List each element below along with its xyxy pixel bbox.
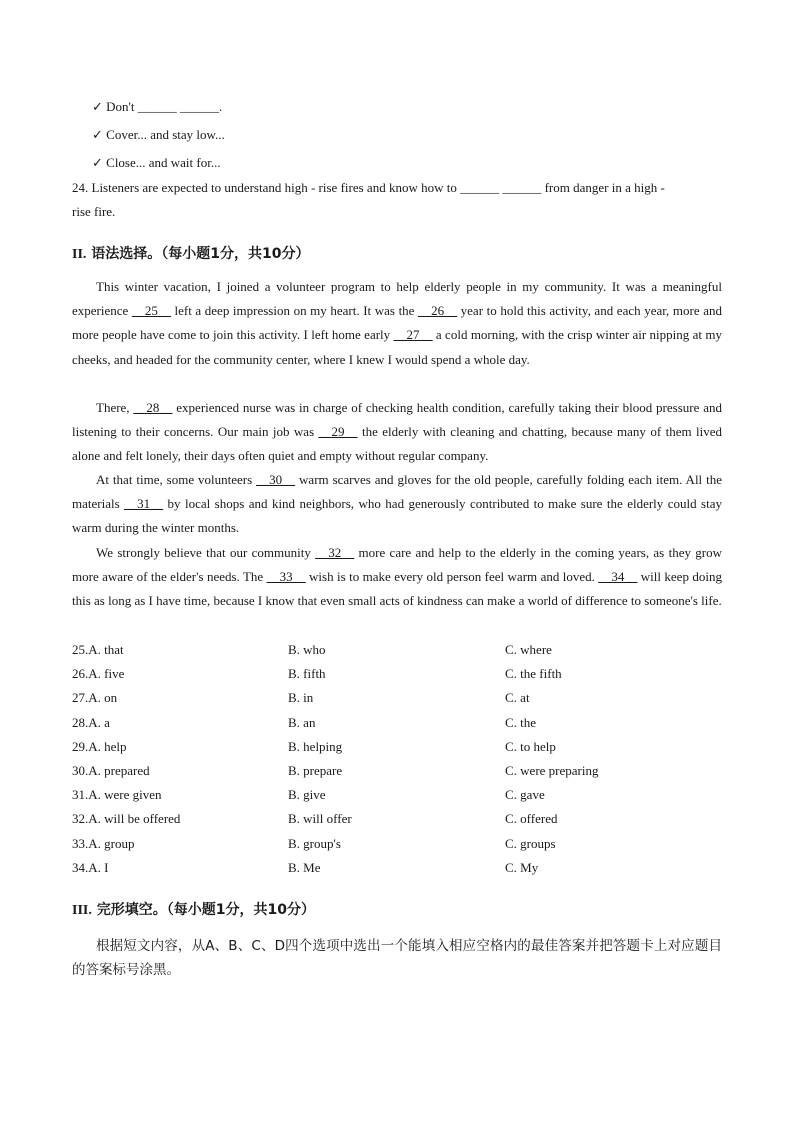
blank-number: __30__ [256,472,296,487]
option-b: B. who [288,642,326,657]
option-a: 25.A. that [72,642,124,657]
section-title: 完形填空。（每小题1分，共10分） [96,902,315,918]
passage-text: the elderly with cleaning and chatting, because many of them lived alone and felt lonely, their days often quiet and empty without regular company. [72,424,722,464]
blank-number: __29__ [318,424,358,440]
passage-paragraph-2 [72,396,722,469]
tip-item: ✓ Cover... and stay low... [92,127,225,142]
blank-number: __28__ [133,400,173,415]
option-b: B. will offer [288,811,352,827]
passage-text: a cold morning, with the crisp winter air nipping at my cheeks, and headed for the community center, where I knew I would spend a whole day. [72,327,722,367]
blank-number: __34__ [598,569,638,585]
section-heading [72,242,310,267]
passage-text: more care and help to the elderly in the coming years, as they grow more aware of the elder's needs. The [72,545,723,585]
option-a: 33.A. group [72,835,135,851]
option-a: 30.A. prepared [72,763,150,778]
blank-number: __26__ [418,303,458,319]
option-row [72,662,722,686]
option-b: B. give [288,787,326,803]
option-a: 32.A. will be offered [72,811,181,827]
passage-paragraph-4 [72,541,722,614]
blank-number: __25__ [131,303,171,319]
option-b: B. an [288,714,316,730]
blank-number: __32__ [315,545,355,560]
option-a: 34.A. I [72,859,109,875]
question-24-line1: 24. Listeners are expected to understand high - rise fires and know how to ______ ______ from danger in a high - [72,180,665,195]
option-row [72,807,722,831]
blank-number: __31__ [124,496,164,512]
option-b: B. helping [288,738,343,754]
option-c: C. the fifth [505,666,562,682]
option-row [72,832,722,856]
passage-text: left a deep impression on my heart. It was the [170,303,419,319]
option-c: C. groups [505,835,556,851]
option-c: C. at [505,690,530,706]
option-c: C. gave [505,787,545,803]
option-row [72,711,722,735]
passage-text: warm scarves and gloves for the old people, carefully folding each item. All the materials [72,472,722,512]
passage-text: year to hold this activity, and each year, more and more people have come to join this activity. I left home early [72,303,722,343]
option-b: B. group's [288,835,341,851]
option-b: B. prepare [288,763,343,778]
option-b: B. in [288,690,314,706]
option-a: 29.A. help [72,738,127,754]
option-a: 27.A. on [72,690,118,706]
section-heading [72,898,315,923]
option-c: C. My [505,859,539,875]
passage-text: by local shops and kind neighbors, who had generously contributed to make sure the elderly could stay warm during the winter months. [72,496,722,536]
option-c: C. offered [505,811,558,827]
option-c: C. where [505,642,552,657]
option-row [72,759,722,783]
section-number: II. [72,247,87,262]
option-c: C. to help [505,738,556,754]
passage-text: experienced nurse was in charge of checking health condition, carefully taking their blood pressure and listening to their concerns. Our main job was [72,400,722,440]
passage-text: wish is to make every old person feel warm and loved. [305,569,599,585]
option-a: 28.A. a [72,714,110,730]
section-instruction: 根据短文内容，从A、B、C、D四个选项中选出一个能填入相应空格内的最佳答案并把答题卡上对应题目的答案标号涂黑。 [72,938,722,978]
passage-text: There, [96,400,134,415]
passage-text: At that time, some volunteers [96,472,257,487]
passage-paragraph-3 [72,468,722,541]
question-24 [72,176,722,224]
tip-item: ✓ Close... and wait for... [92,155,221,170]
option-row [72,638,722,662]
tip-item: ✓ Don't ______ ______. [92,99,223,114]
option-c: C. the [505,714,537,730]
question-24-line2: rise fire. [72,204,116,220]
option-a: 31.A. were given [72,787,162,803]
passage-text: This winter vacation, I joined a volunteer program to help elderly people in my community. It was a meaningful experience [72,279,722,319]
option-row [72,856,722,880]
option-b: B. Me [288,859,321,875]
option-row [72,735,722,759]
option-b: B. fifth [288,666,326,682]
option-row [72,783,722,807]
option-a: 26.A. five [72,666,125,682]
option-c: C. were preparing [505,763,599,778]
option-row [72,686,722,710]
passage-text: We strongly believe that our community [96,545,316,560]
passage-text: will keep doing this as long as I have time, because I know that even small acts of kindness can make a world of difference to someone's life. [72,569,722,609]
section-title: 语法选择。（每小题1分，共10分） [91,246,310,262]
blank-number: __27__ [393,327,433,343]
passage-paragraph-1 [72,275,722,372]
section-number: III. [72,903,92,918]
blank-number: __33__ [266,569,306,585]
